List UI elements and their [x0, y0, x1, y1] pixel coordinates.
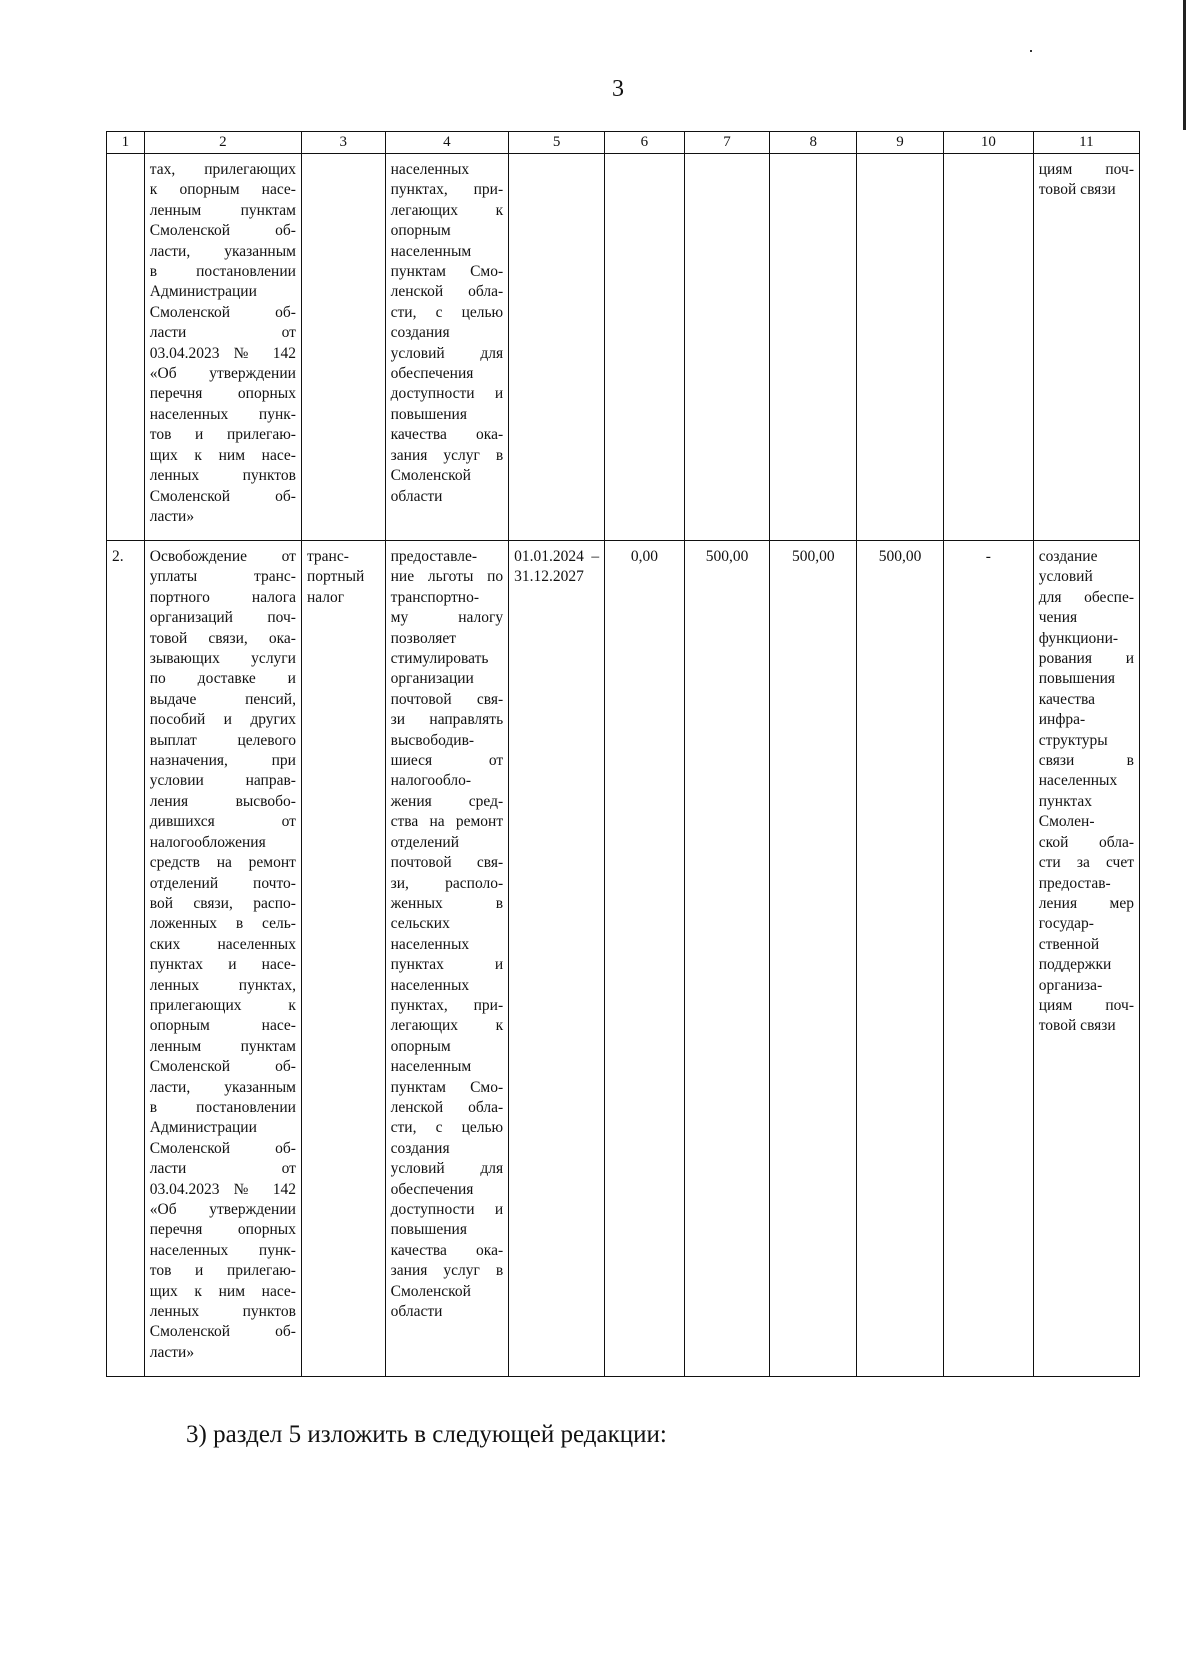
- cell-text-line: высвободив-: [390, 731, 475, 749]
- header-cell: 9: [857, 132, 944, 154]
- cell-text-line: «Об утверждении: [149, 365, 296, 383]
- cell-text-line: отделений: [390, 833, 460, 851]
- cell-result: [1033, 541, 1139, 1377]
- cell-text-line: рования и: [1038, 650, 1134, 668]
- table-row-continued: [107, 154, 1140, 541]
- cell-text-line: по доставке и: [149, 670, 296, 688]
- cell-description: [144, 154, 301, 541]
- cell-text-line: сти, с целью: [390, 1119, 504, 1137]
- cell-goal: [385, 154, 509, 541]
- cell-text-line: пособий и других: [149, 711, 296, 729]
- cell-text-line: выдаче пенсий,: [149, 690, 296, 708]
- benefits-table: [106, 131, 1140, 1377]
- header-cell: 8: [770, 132, 857, 154]
- cell-value-10: [943, 154, 1033, 541]
- cell-text-line: ской обла-: [1038, 833, 1134, 851]
- cell-text-line: выплат целевого: [149, 731, 296, 749]
- cell-text-line: области: [390, 487, 443, 505]
- cell-text-line: му налогу: [390, 609, 504, 627]
- cell-text-line: 01.01.2024 –: [514, 548, 600, 565]
- cell-text-line: уплаты транс-: [149, 568, 296, 586]
- cell-value-6: 0,00: [605, 541, 685, 1377]
- scan-speck: [1030, 50, 1032, 52]
- cell-text-line: дившихся от: [149, 813, 296, 831]
- cell-text-line: Смолен-: [1038, 813, 1095, 831]
- cell-text-line: циям поч-: [1038, 161, 1134, 178]
- cell-text-line: перечня опорных: [149, 385, 296, 403]
- cell-text-line: налогообложения: [149, 833, 266, 851]
- cell-goal: [385, 541, 509, 1377]
- cell-text-line: шиеся от: [390, 752, 504, 770]
- cell-text-line: связи в: [1038, 752, 1134, 770]
- cell-text-line: населенным: [390, 242, 472, 260]
- cell-text-line: доступности и: [390, 385, 504, 403]
- cell-text-line: товой связи: [1038, 181, 1116, 199]
- header-cell: 6: [605, 132, 685, 154]
- cell-text-line: ленным пунктам: [149, 1037, 296, 1055]
- cell-text-line: предоставле-: [390, 548, 477, 565]
- cell-text-line: обеспечения: [390, 365, 474, 383]
- cell-text-line: населенным: [390, 1058, 472, 1076]
- cell-text-line: к опорным насе-: [149, 181, 296, 199]
- cell-text-line: опорным: [390, 1037, 451, 1055]
- cell-text-line: качества: [1038, 690, 1095, 708]
- cell-text-line: почтовой свя-: [390, 854, 504, 872]
- cell-num: [107, 154, 145, 541]
- cell-text-line: инфра-: [1038, 711, 1086, 729]
- cell-value-7: 500,00: [684, 541, 770, 1377]
- header-cell: 2: [144, 132, 301, 154]
- cell-text-line: чения: [1038, 609, 1078, 627]
- cell-text-line: ства на ремонт: [390, 813, 504, 831]
- cell-value-7: [684, 154, 770, 541]
- cell-text-line: опорным: [390, 222, 451, 240]
- cell-description: [144, 541, 301, 1377]
- cell-value-9: [857, 154, 944, 541]
- cell-text-line: области: [390, 1303, 443, 1321]
- cell-value-8: 500,00: [770, 541, 857, 1377]
- header-cell: 7: [684, 132, 770, 154]
- cell-text-line: жения сред-: [390, 792, 504, 810]
- cell-text-line: Смоленской об-: [149, 222, 296, 240]
- cell-text-line: Администрации: [149, 1119, 257, 1137]
- cell-text-line: товой связи, ока-: [149, 629, 296, 647]
- cell-tax-type: [301, 154, 385, 541]
- cell-text-line: 03.04.2023 № 142: [149, 1180, 296, 1198]
- cell-text-line: пунктах, при-: [390, 996, 504, 1014]
- table-row: [107, 541, 1140, 1377]
- cell-text-line: функциони-: [1038, 629, 1119, 647]
- cell-text-line: обеспечения: [390, 1180, 474, 1198]
- cell-text-line: ленных пунктах,: [149, 976, 296, 994]
- cell-text-line: прилегающих к: [149, 996, 296, 1014]
- cell-text-line: тов и прилегаю-: [149, 426, 296, 444]
- cell-text-line: повышения: [390, 405, 467, 423]
- cell-text-line: Смоленской об-: [149, 1058, 296, 1076]
- cell-text-line: ленным пунктам: [149, 201, 296, 219]
- cell-text-line: ления мер: [1038, 894, 1134, 912]
- cell-text-line: сти, с целью: [390, 303, 504, 321]
- cell-num: 2.: [107, 541, 145, 1377]
- cell-text-line: Администрации: [149, 283, 257, 301]
- cell-text-line: тов и прилегаю-: [149, 1262, 296, 1280]
- cell-text-line: легающих к: [390, 1017, 504, 1035]
- cell-text-line: сельских: [390, 915, 450, 933]
- cell-text-line: 03.04.2023 № 142: [149, 344, 296, 362]
- scan-edge-line: [1183, 0, 1186, 130]
- cell-text-line: ласти от: [149, 1160, 296, 1178]
- cell-text-line: создания: [390, 324, 450, 342]
- cell-text-line: «Об утверждении: [149, 1201, 296, 1218]
- cell-text-line: для обеспе-: [1038, 588, 1134, 606]
- cell-text-line: повышения: [1038, 670, 1116, 688]
- cell-text-line: транс-: [306, 548, 349, 565]
- cell-text-line: структуры: [1038, 731, 1108, 749]
- cell-text-line: населенных: [390, 976, 470, 994]
- cell-text-line: легающих к: [390, 201, 504, 219]
- cell-text-line: Смоленской: [390, 1282, 471, 1300]
- cell-text-line: Смоленской об-: [149, 303, 296, 321]
- cell-text-line: ложенных в сель-: [149, 915, 296, 933]
- page-number: 3: [612, 76, 624, 102]
- cell-text-line: ленской обла-: [390, 283, 504, 301]
- cell-text-line: налогообло-: [390, 772, 472, 790]
- cell-text-line: женных в: [390, 894, 504, 912]
- cell-text-line: ственной: [1038, 935, 1100, 953]
- cell-text-line: позволяет: [390, 629, 457, 647]
- header-cell: 11: [1033, 132, 1139, 154]
- header-cell: 10: [943, 132, 1033, 154]
- cell-text-line: населенных: [390, 935, 470, 953]
- cell-text-line: Смоленской об-: [149, 1139, 296, 1157]
- cell-text-line: стимулировать: [390, 650, 489, 668]
- cell-text-line: ласти, указанным: [149, 242, 296, 260]
- header-cell: 3: [301, 132, 385, 154]
- cell-value-8: [770, 154, 857, 541]
- cell-text-line: 31.12.2027: [514, 568, 584, 586]
- cell-text-line: ленных пунктов: [149, 467, 296, 485]
- instruction-text: 3) раздел 5 изложить в следующей редакции:: [186, 1421, 667, 1448]
- cell-text-line: пунктах и насе-: [149, 956, 296, 974]
- cell-text-line: зи, располо-: [390, 874, 504, 892]
- cell-text-line: назначения, при: [149, 752, 296, 770]
- cell-text-line: средств на ремонт: [149, 854, 296, 872]
- cell-text-line: поддержки: [1038, 956, 1112, 974]
- cell-text-line: населенных пунк-: [149, 1241, 296, 1259]
- cell-text-line: зи направлять: [390, 711, 504, 729]
- cell-text-line: Смоленской: [390, 467, 471, 485]
- cell-text-line: населенных пунк-: [149, 405, 296, 423]
- cell-text-line: создания: [390, 1139, 450, 1157]
- cell-text-line: щих к ним насе-: [149, 1282, 296, 1300]
- cell-text-line: качества ока-: [390, 426, 504, 444]
- cell-text-line: организаций поч-: [149, 609, 296, 627]
- cell-tax-type: [301, 541, 385, 1377]
- cell-period: [509, 154, 605, 541]
- cell-text-line: отделений почто-: [149, 874, 296, 892]
- cell-text-line: государ-: [1038, 915, 1094, 933]
- cell-text-line: ленской обла-: [390, 1098, 504, 1116]
- cell-value-10: -: [943, 541, 1033, 1377]
- header-cell: 4: [385, 132, 509, 154]
- cell-text-line: организации: [390, 670, 474, 688]
- cell-text-line: ласти, указанным: [149, 1078, 296, 1096]
- cell-text-line: условий для: [390, 1160, 504, 1178]
- cell-text-line: опорным насе-: [149, 1017, 296, 1035]
- cell-text-line: качества ока-: [390, 1241, 504, 1259]
- header-cell: 5: [509, 132, 605, 154]
- cell-text-line: условии направ-: [149, 772, 296, 790]
- cell-text-line: пунктам Смо-: [390, 1078, 504, 1096]
- cell-text-line: предостав-: [1038, 874, 1111, 892]
- cell-text-line: циям поч-: [1038, 996, 1134, 1014]
- cell-text-line: населенных: [390, 161, 470, 178]
- cell-text-line: зывающих услуги: [149, 650, 296, 668]
- cell-text-line: условий для: [390, 344, 504, 362]
- cell-text-line: пунктах и: [390, 956, 504, 974]
- cell-text-line: ления высвобо-: [149, 792, 296, 810]
- cell-text-line: пунктам Смо-: [390, 263, 504, 281]
- cell-text-line: ласти от: [149, 324, 296, 342]
- cell-text-line: сти за счет: [1038, 854, 1134, 872]
- cell-text-line: пунктах: [1038, 792, 1092, 810]
- cell-text-line: ласти»: [149, 507, 195, 525]
- cell-text-line: в постановлении: [149, 263, 296, 281]
- cell-text-line: портный: [306, 568, 365, 586]
- cell-text-line: условий: [1038, 568, 1093, 586]
- cell-text-line: зания услуг в: [390, 446, 504, 464]
- table-header-row: [107, 132, 1140, 154]
- cell-text-line: создание: [1038, 548, 1098, 565]
- cell-text-line: тах, прилегающих: [149, 161, 296, 178]
- cell-text-line: ских населенных: [149, 935, 296, 953]
- cell-result: [1033, 154, 1139, 541]
- cell-text-line: транспортно-: [390, 588, 479, 606]
- cell-text-line: доступности и: [390, 1201, 504, 1218]
- cell-text-line: населенных: [1038, 772, 1118, 790]
- cell-text-line: пунктах, при-: [390, 181, 504, 199]
- cell-period: [509, 541, 605, 1377]
- cell-text-line: повышения: [390, 1221, 467, 1239]
- cell-text-line: Смоленской об-: [149, 487, 296, 505]
- cell-text-line: щих к ним насе-: [149, 446, 296, 464]
- cell-text-line: перечня опорных: [149, 1221, 296, 1239]
- cell-text-line: налог: [306, 588, 345, 606]
- cell-text-line: портного налога: [149, 588, 296, 606]
- cell-text-line: организа-: [1038, 976, 1103, 994]
- cell-text-line: товой связи: [1038, 1017, 1116, 1035]
- cell-text-line: ласти»: [149, 1343, 195, 1361]
- header-cell: 1: [107, 132, 145, 154]
- cell-text-line: вой связи, распо-: [149, 894, 296, 912]
- cell-value-9: 500,00: [857, 541, 944, 1377]
- cell-value-6: [605, 154, 685, 541]
- cell-text-line: почтовой свя-: [390, 690, 504, 708]
- cell-text-line: ленных пунктов: [149, 1303, 296, 1321]
- cell-text-line: Смоленской об-: [149, 1323, 296, 1341]
- cell-text-line: в постановлении: [149, 1098, 296, 1116]
- cell-text-line: зания услуг в: [390, 1262, 504, 1280]
- cell-text-line: Освобождение от: [149, 548, 296, 565]
- cell-text-line: ние льготы по: [390, 568, 504, 586]
